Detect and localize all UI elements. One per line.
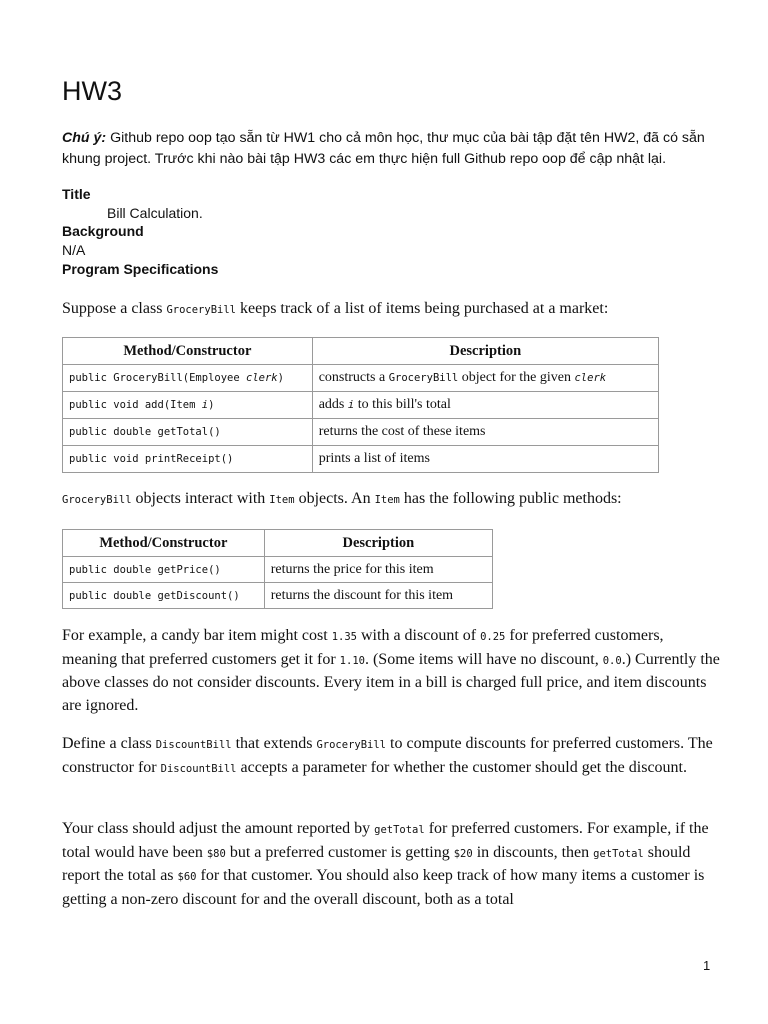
define-text: to compute discounts for preferred customers. The constructor for [62, 735, 713, 776]
method-cell: public double getTotal() [63, 419, 313, 446]
note-text: Github repo oop tạo sẵn từ HW1 cho cả môn học, thư mục của bài tập đặt tên HW2, đã có sẵn khung project. Trước khi nào bài tập HW3 các em thực hiện full Github repo oop để cập nhật lại. [62, 130, 705, 167]
title-value: Bill Calculation. [107, 205, 203, 221]
interaction-text: has the following public methods: [399, 490, 622, 507]
title-label: Title [62, 186, 91, 202]
intro-text: Suppose a class [62, 300, 167, 317]
method-cell: public void printReceipt() [63, 446, 313, 473]
background-value: N/A [62, 242, 86, 258]
column-header: Description [264, 530, 492, 557]
method-param: i [201, 399, 209, 411]
method-cell: public double getDiscount() [63, 583, 265, 609]
intro-text: keeps track of a list of items being purchased at a market: [235, 300, 609, 317]
table-row [63, 365, 659, 392]
description-cell: prints a list of items [312, 446, 658, 473]
define-code: DiscountBill [160, 762, 237, 775]
method-param: clerk [246, 372, 278, 384]
intro-code: GroceryBill [166, 304, 236, 316]
table-row [63, 446, 659, 473]
example-text: .) Currently the above classes do not consider discounts. Every item in a bill is charged full price, and item discounts are ignored. [62, 650, 720, 714]
item-methods-table [62, 529, 493, 609]
example-code: 0.0 [602, 654, 622, 667]
description-cell: returns the price for this item [264, 557, 492, 583]
background-label: Background [62, 223, 144, 239]
example-text: for preferred customers, meaning that preferred customers get it for [62, 627, 664, 668]
interaction-paragraph [62, 488, 722, 512]
description-cell: returns the cost of these items [312, 419, 658, 446]
adjust-code: $20 [453, 847, 473, 860]
define-code: DiscountBill [155, 739, 232, 751]
adjust-paragraph [62, 818, 722, 911]
intro-paragraph [62, 298, 722, 322]
adjust-code: getTotal [593, 847, 644, 860]
define-code: GroceryBill [316, 739, 387, 751]
interaction-code: GroceryBill [62, 494, 132, 506]
description-code: GroceryBill [388, 372, 459, 384]
interaction-code: Item [269, 494, 295, 506]
method-cell: public double getPrice() [63, 557, 265, 583]
example-code: 0.25 [480, 631, 506, 643]
define-text: that extends [231, 735, 317, 752]
method-text: ) [208, 399, 215, 411]
interaction-text: objects interact with [131, 490, 270, 507]
description-code: i [347, 399, 355, 411]
example-code: 1.10 [339, 654, 365, 667]
description-cell [312, 392, 658, 419]
example-code: 1.35 [331, 631, 357, 643]
method-cell [63, 365, 313, 392]
define-paragraph [62, 733, 722, 780]
description-text: object for the given [458, 370, 575, 385]
interaction-code: Item [374, 494, 400, 506]
interaction-text: objects. An [294, 490, 375, 507]
description-text: to this bill's total [354, 397, 451, 412]
method-text: public void add(Item [69, 399, 202, 411]
column-header: Method/Constructor [63, 530, 265, 557]
note-paragraph [62, 128, 722, 170]
adjust-text: for that customer. You should also keep track of how many items a customer is getting a non-zero discount for and the overall discount, both as a total [62, 867, 705, 908]
example-text: with a discount of [357, 627, 481, 644]
table-row [63, 557, 493, 583]
note-label: Chú ý: [62, 130, 107, 146]
page-number: 1 [703, 958, 711, 973]
page-title: HW3 [62, 76, 122, 106]
column-header: Description [312, 338, 658, 365]
adjust-text: should report the total as [62, 843, 691, 884]
method-cell [63, 392, 313, 419]
example-text: . (Some items will have no discount, [364, 650, 603, 668]
example-text: For example, a candy bar item might cost [62, 627, 332, 644]
define-text: Define a class [62, 735, 156, 752]
adjust-text: in discounts, then [472, 843, 594, 861]
description-cell [312, 365, 658, 392]
table-row [63, 583, 493, 609]
grocery-bill-methods-table [62, 337, 659, 473]
table-header-row [63, 530, 493, 557]
adjust-code: $80 [206, 847, 226, 860]
table-row [63, 419, 659, 446]
adjust-text: Your class should adjust the amount reported by [62, 820, 375, 837]
adjust-text: for preferred customers. For example, if the total would have been [62, 820, 709, 861]
adjust-code: getTotal [374, 824, 425, 836]
program-specifications-label: Program Specifications [62, 261, 219, 277]
adjust-code: $60 [177, 871, 197, 883]
description-cell: returns the discount for this item [264, 583, 492, 609]
adjust-text: but a preferred customer is getting [225, 843, 454, 861]
table-row [63, 392, 659, 419]
example-paragraph [62, 625, 722, 717]
description-text: constructs a [318, 370, 389, 385]
description-text: adds [318, 397, 348, 412]
column-header: Method/Constructor [63, 338, 313, 365]
define-text: accepts a parameter for whether the customer should get the discount. [236, 758, 687, 776]
method-text: public GroceryBill(Employee [69, 372, 247, 384]
method-text: ) [277, 372, 284, 384]
table-header-row [63, 338, 659, 365]
description-code: clerk [574, 372, 607, 384]
